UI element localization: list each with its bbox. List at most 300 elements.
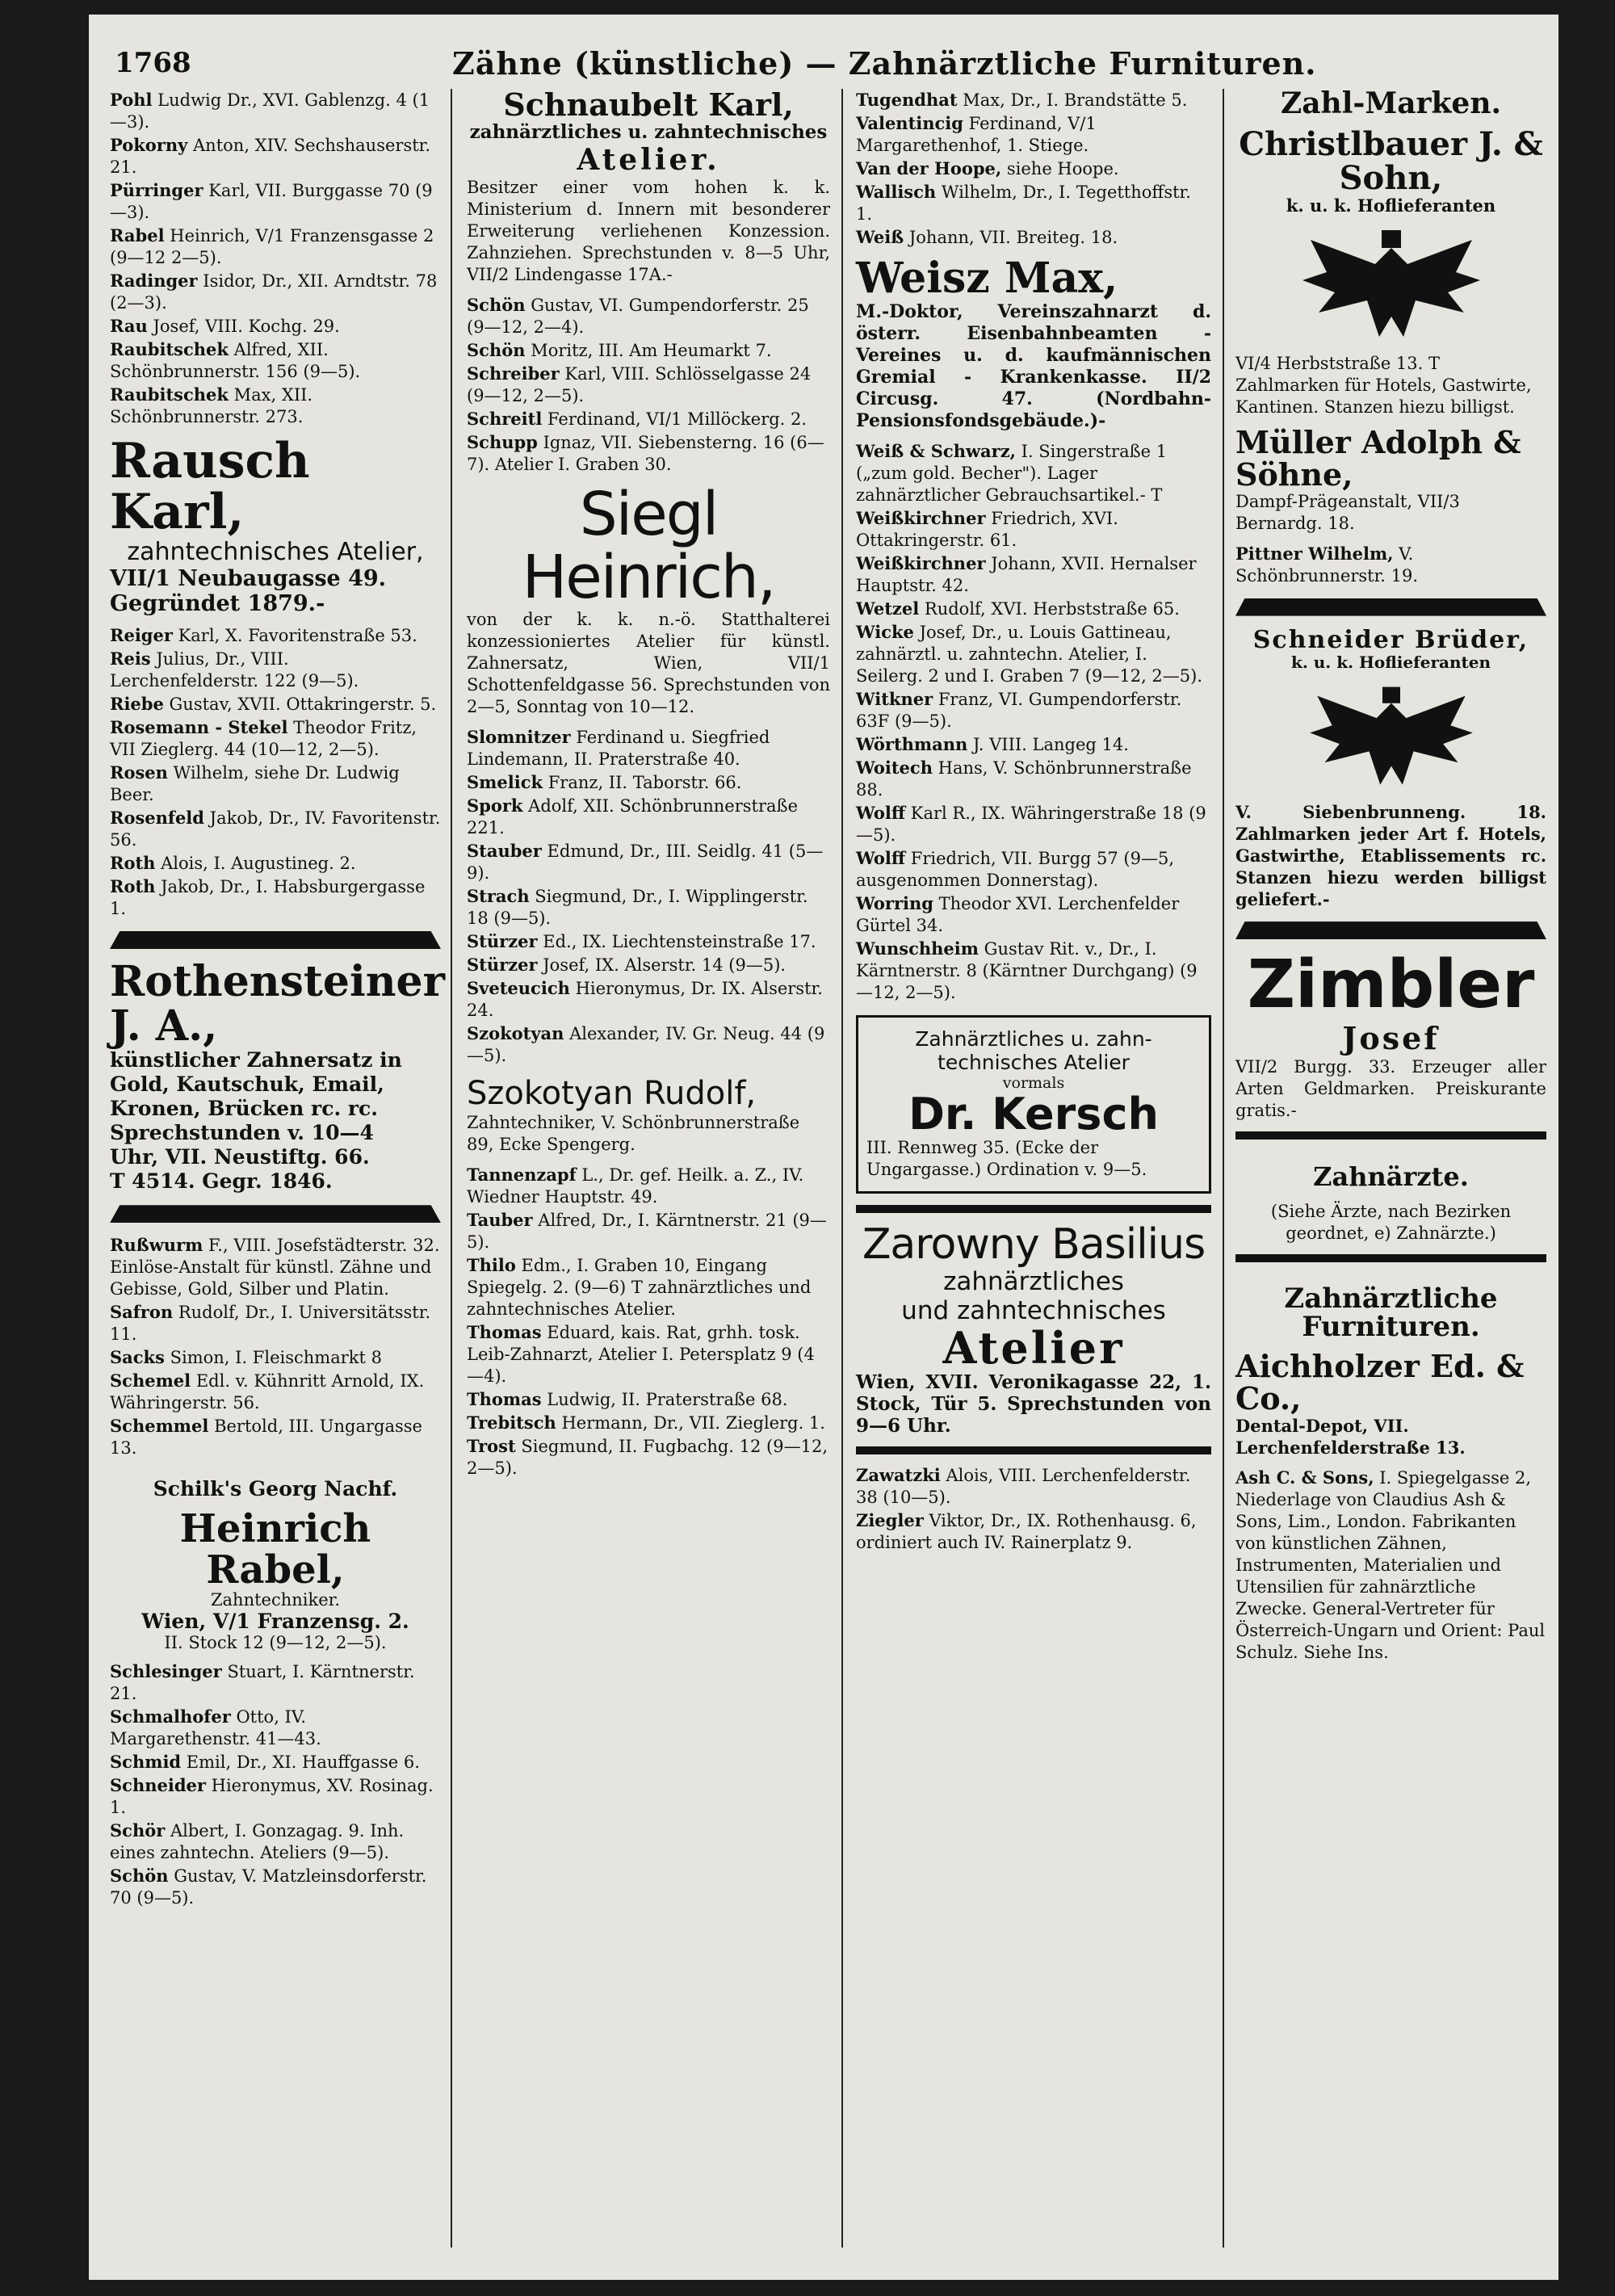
entry-name: Schmalhofer	[110, 1706, 231, 1727]
ad-name: Dr. Kersch	[908, 1088, 1159, 1140]
directory-entry	[467, 1321, 830, 1387]
entry-text: Alfred, Dr., I. Kärntnerstr. 21 (9—5).	[467, 1211, 827, 1253]
ad-line: zahntechnisches Atelier,	[127, 538, 424, 566]
entry-text: Heinrich, V/1 Franzensgasse 2 (9—12 2—5).	[110, 226, 434, 267]
entry-name: Stürzer	[467, 931, 538, 952]
entry-list	[856, 89, 1211, 249]
directory-entry	[856, 892, 1211, 937]
divider-bar	[110, 931, 441, 949]
entry-name: Rosenfeld	[110, 808, 204, 828]
entry-text: Gustav, VI. Gumpendorferstr. 25 (9—12, 2—4).	[467, 295, 809, 337]
directory-entry	[856, 181, 1211, 225]
ad-rausch	[110, 433, 441, 616]
entry-text: Alexander, IV. Gr. Neug. 44 (9—5).	[467, 1024, 825, 1066]
entry-text: J. VIII. Langeg 14.	[972, 734, 1129, 754]
directory-entry	[110, 762, 441, 806]
entry-text: Siegmund, Dr., I. Wipplingerstr. 18 (9—5).	[467, 887, 808, 929]
entry-name: Woitech	[856, 757, 933, 778]
entry-name: Raubitschek	[110, 339, 229, 359]
entry-list	[110, 89, 441, 428]
ad-body: von der k. k. n.-ö. Statthalterei konzessioniertes Atelier für künstl. Zahnersatz, Wien, VII/1 Schottenfeldgasse 56. Sprechstunden von 2—5, Sonntag von 10—12.	[467, 610, 830, 717]
entry-text: Karl, VII. Burggasse 70 (9—3).	[110, 181, 433, 222]
entry-name: Smelick	[467, 772, 543, 793]
entry-text: Theodor XVI. Lerchenfelder Gürtel 34.	[856, 893, 1180, 935]
entry-text: Hieronymus, Dr. IX. Alserstr. 24.	[467, 979, 823, 1021]
directory-entry	[467, 840, 830, 884]
entry-name: Schön	[467, 294, 526, 315]
column-rule	[1223, 89, 1224, 2248]
ad-body: VI/4 Herbststraße 13. T Zahlmarken für Hotels, Gastwirte, Kantinen. Stanzen hiezu billigst.	[1235, 353, 1532, 417]
column-rule	[451, 89, 452, 2248]
entry-name: Slomnitzer	[467, 727, 571, 748]
ad-name: Rausch Karl,	[110, 433, 310, 540]
directory-entry	[110, 1346, 441, 1369]
ad-body: Besitzer einer vom hohen k. k. Ministerium d. Innern mit besonderer Erweiterung verliehenen Konzession. Zahnziehen. Sprechstunden v. 8—5 Uhr, VII/2 Lindengasse 17A.-	[467, 177, 830, 284]
entry-name: Schlesinger	[110, 1660, 222, 1681]
entry-name: Schön	[110, 1865, 169, 1886]
ad-line: Zahntechniker.	[210, 1589, 341, 1610]
ad-rothensteiner	[110, 957, 446, 1194]
directory-entry	[110, 648, 441, 692]
divider-bar	[1235, 598, 1546, 616]
directory-entry	[856, 1509, 1211, 1554]
ad-mueller	[1235, 423, 1546, 535]
ad-zarowny	[856, 1220, 1211, 1437]
section-heading: Zahl-Marken.	[1280, 86, 1502, 120]
double-eagle-emblem-icon	[1294, 224, 1488, 345]
directory-entry	[856, 802, 1211, 846]
section-heading: Zahnärztliche Furnituren.	[1284, 1282, 1498, 1344]
ad-line: technisches Atelier	[938, 1050, 1130, 1074]
entry-text: Max, XII. Schönbrunnerstr. 273.	[110, 385, 313, 426]
entry-text: Viktor, Dr., IX. Rothenhausg. 6, ordiniert auch IV. Rainerplatz 9.	[856, 1510, 1197, 1552]
entry-text: Eduard, kais. Rat, grhh. tosk. Leib-Zahnarzt, Atelier I. Petersplatz 9 (4—4).	[467, 1323, 815, 1387]
entry-text: Hans, V. Schönbrunnerstraße 88.	[856, 758, 1192, 800]
entry-text: Max, Dr., I. Brandstätte 5.	[963, 90, 1188, 110]
entry-name: Pittner Wilhelm,	[1235, 543, 1394, 564]
entry-name: Roth	[110, 853, 156, 873]
directory-entry	[110, 315, 441, 338]
entry-name: Roth	[110, 876, 156, 896]
directory-entry	[467, 885, 830, 930]
page-sheet	[89, 15, 1558, 2280]
ad-kersch	[856, 1015, 1211, 1194]
entry-text: Josef, IX. Alserstr. 14 (9—5).	[543, 955, 787, 976]
entry-name: Pohl	[110, 90, 153, 110]
entry-name: Schemmel	[110, 1416, 209, 1437]
entry-text: Julius, Dr., VIII. Lerchenfelderstr. 122 (9—5).	[110, 649, 359, 690]
directory-entry	[856, 552, 1211, 597]
ad-line: künstlicher Zahnersatz in	[110, 1048, 402, 1072]
entry-text: siehe Hoope.	[1006, 159, 1119, 178]
column-rule	[841, 89, 843, 2248]
directory-entry	[467, 954, 830, 976]
entry-text: V. Schönbrunnerstr. 19.	[1235, 544, 1419, 586]
directory-entry	[856, 733, 1211, 756]
directory-entry	[110, 225, 441, 269]
ad-body: Zahntechniker, V. Schönbrunnerstraße 89, Ecke Spengerg.	[467, 1113, 800, 1155]
entry-name: Pürringer	[110, 180, 203, 200]
entry-name: Schreiber	[467, 363, 560, 384]
entry-name: Wörthmann	[856, 733, 968, 754]
directory-entry	[110, 875, 441, 920]
ad-line: VII/1 Neubaugasse 49.	[110, 566, 387, 591]
ad-line: II. Stock 12 (9—12, 2—5).	[164, 1632, 387, 1652]
entry-name: Safron	[110, 1302, 174, 1323]
directory-entry	[467, 339, 830, 362]
column-4	[1235, 86, 1546, 2248]
entry-text: Friedrich, XVI. Ottakringerstr. 61.	[856, 508, 1118, 550]
entry-name: Trost	[467, 1436, 516, 1457]
entry-text: Jakob, Dr., IV. Favoritenstr. 56.	[110, 808, 441, 850]
ad-line: k. u. k. Hoflieferanten	[1286, 195, 1496, 216]
ad-body: V. Siebenbrunneng. 18. Zahlmarken jeder Art f. Hotels, Gastwirthe, Etablissements rc. Stanzen hiezu werden billigst geliefert.-	[1235, 802, 1546, 910]
page-number: 1768	[115, 47, 191, 79]
double-eagle-emblem-icon	[1302, 680, 1480, 793]
directory-entry	[856, 598, 1211, 620]
ad-schnaubelt	[467, 86, 830, 286]
entry-name: Stürzer	[467, 955, 538, 976]
ad-body: VII/2 Burgg. 33. Erzeuger aller Arten Geldmarken. Preiskurante gratis.-	[1235, 1057, 1546, 1121]
ad-name: Zimbler	[1247, 947, 1535, 1024]
entry-ash	[1235, 1467, 1546, 1664]
directory-entry	[467, 795, 830, 839]
ad-schneider	[1235, 625, 1546, 911]
entry-name: Tugendhat	[856, 90, 958, 110]
divider-bar	[856, 1205, 1211, 1213]
ad-line: zahnärztliches	[943, 1266, 1124, 1296]
entry-text: Hermann, Dr., VII. Zieglerg. 1.	[561, 1413, 825, 1433]
directory-entry	[110, 1774, 441, 1819]
directory-entry	[110, 624, 441, 647]
ad-name: Aichholzer Ed. & Co.,	[1235, 1348, 1525, 1417]
entry-name: Zawatzki	[856, 1464, 941, 1485]
entry-text: Edmund, Dr., III. Seidlg. 41 (5—9).	[467, 842, 824, 884]
entry-list	[110, 1234, 441, 1459]
entry-list	[467, 1164, 830, 1480]
entry-name: Thilo	[467, 1255, 516, 1276]
entry-name: Raubitschek	[110, 384, 229, 405]
entry-text: Wilhelm, siehe Dr. Ludwig Beer.	[110, 763, 400, 804]
column-2	[467, 86, 830, 2248]
entry-text: I. Singerstraße 1 („zum gold. Becher"). Lager zahnärztlicher Gebrauchsartikel.- T	[856, 441, 1168, 505]
ad-name: Szokotyan Rudolf,	[467, 1075, 757, 1113]
entry-name: Trebitsch	[467, 1412, 556, 1433]
entry-text: Gustav, XVII. Ottakringerstr. 5.	[169, 695, 437, 714]
entry-text: Franz, II. Taborstr. 66.	[547, 773, 742, 793]
ad-christlbauer	[1235, 124, 1546, 418]
directory-entry	[856, 847, 1211, 892]
entry-name: Schupp	[467, 431, 538, 452]
directory-entry	[467, 1022, 830, 1067]
directory-entry	[110, 1301, 441, 1345]
ad-line: zahnärztliches u. zahntechnisches	[469, 120, 828, 143]
ad-name: Müller Adolph & Söhne,	[1235, 423, 1521, 493]
entry-list	[856, 1464, 1211, 1554]
entry-text: Anton, XIV. Sechshauserstr. 21.	[110, 136, 431, 177]
divider-bar	[1235, 1254, 1546, 1262]
directory-entry	[467, 930, 830, 953]
entry-text: Ludwig Dr., XVI. Gablenzg. 4 (1—3).	[110, 90, 430, 132]
directory-entry	[856, 440, 1211, 506]
ad-line: Wien, V/1 Franzensg. 2.	[141, 1609, 409, 1633]
entry-list	[110, 1660, 441, 1909]
ad-line: Gegründet 1879.-	[110, 591, 325, 616]
entry-text: Friedrich, VII. Burgg 57 (9—5, ausgenommen Donnerstag).	[856, 848, 1175, 890]
entry-name: Ziegler	[856, 1509, 924, 1530]
directory-entry	[110, 1820, 441, 1864]
entry-text: Alfred, XII. Schönbrunnerstr. 156 (9—5).	[110, 340, 361, 381]
entry-text: Josef, VIII. Kochg. 29.	[153, 317, 340, 336]
entry-list	[856, 440, 1211, 1004]
directory-entry	[856, 621, 1211, 687]
entry-text: Ferdinand, VI/1 Millöckerg. 2.	[547, 409, 808, 429]
directory-entry	[110, 1865, 441, 1909]
ad-line: k. u. k. Hoflieferanten	[1290, 653, 1491, 673]
ad-body: III. Rennweg 35. (Ecke der Ungargasse.) Ordination v. 9—5.	[866, 1138, 1147, 1180]
entry-text: Karl, VIII. Schlösselgasse 24 (9—12, 2—5).	[467, 363, 812, 405]
ad-zimbler	[1235, 947, 1546, 1122]
entry-text: Albert, I. Gonzagag. 9. Inh. eines zahntechn. Ateliers (9—5).	[110, 1820, 405, 1862]
entry-name: Szokotyan	[467, 1023, 564, 1044]
entry-text: Bertold, III. Ungargasse 13.	[110, 1417, 422, 1459]
entry-name: Weißkirchner	[856, 552, 986, 573]
divider-bar	[110, 1205, 441, 1223]
divider-bar	[856, 1446, 1211, 1454]
entry-name: Radinger	[110, 271, 198, 291]
entry-text: Edl. v. Kühnritt Arnold, IX. Währingerstr. 56.	[110, 1371, 425, 1413]
ad-aichholzer	[1235, 1350, 1546, 1459]
entry-name: Wolff	[856, 847, 906, 868]
directory-entry	[856, 226, 1211, 249]
entry-name: Wallisch	[856, 182, 937, 202]
directory-entry	[110, 716, 441, 761]
entry-text: Franz, VI. Gumpendorferstr. 63F (9—5).	[856, 689, 1182, 731]
ad-name: Schnaubelt Karl,	[503, 86, 794, 123]
ad-body: Dental-Depot, VII. Lerchenfelderstraße 13.	[1235, 1415, 1466, 1458]
entry-name: Riebe	[110, 694, 164, 714]
entry-text: Edm., I. Graben 10, Eingang Spiegelg. 2. (9—6) T zahnärztliches und zahntechnisches Atelier.	[467, 1256, 812, 1320]
entry-text: F., VIII. Josefstädterstr. 32. Einlöse-Anstalt für künstl. Zähne und Gebisse, Gold, Silber und Platin.	[110, 1236, 440, 1299]
entry-name: Valentincig	[856, 113, 963, 133]
entry-name: Weiß	[856, 227, 904, 247]
entry-name: Schneider	[110, 1774, 206, 1795]
entry-text: Ignaz, VII. Siebensterng. 16 (6—7). Atelier I. Graben 30.	[467, 432, 824, 474]
ad-line: vormals	[1002, 1073, 1065, 1092]
ad-name: Rothensteiner J. A.,	[110, 957, 446, 1051]
directory-entry	[110, 1751, 441, 1773]
entry-name: Stauber	[467, 841, 542, 862]
ad-line: und zahntechnisches	[901, 1295, 1166, 1325]
entry-pittner	[1235, 543, 1546, 587]
directory-entry	[110, 338, 441, 383]
see-note: (Siehe Ärzte, nach Bezirken geordnet, e) Zahnärzte.)	[1270, 1201, 1512, 1243]
entry-name: Schemel	[110, 1370, 191, 1391]
entry-name: Wunschheim	[856, 938, 979, 959]
ad-lines	[110, 1048, 441, 1194]
entry-text: Alois, I. Augustineg. 2.	[161, 854, 356, 873]
directory-entry	[467, 431, 830, 476]
ad-name: Heinrich Rabel,	[179, 1506, 371, 1593]
entry-text: Isidor, Dr., XII. Arndtstr. 78 (2—3).	[110, 271, 438, 313]
directory-entry	[467, 1388, 830, 1411]
entry-text: L., Dr. gef. Heilk. a. Z., IV. Wiedner Hauptstr. 49.	[467, 1165, 804, 1207]
entry-name: Witkner	[856, 688, 933, 709]
entry-name: Tauber	[467, 1210, 533, 1231]
entry-text: Ferdinand u. Siegfried Lindemann, II. Praterstraße 40.	[467, 728, 770, 770]
directory-entry	[110, 807, 441, 851]
ad-name: Siegl Heinrich,	[522, 479, 775, 612]
divider-bar	[1235, 921, 1546, 939]
entry-text: Simon, I. Fleischmarkt 8	[170, 1348, 382, 1368]
entry-text: Rudolf, XVI. Herbststraße 65.	[924, 598, 1180, 619]
entry-name: Schön	[467, 339, 526, 360]
entry-list	[467, 294, 830, 476]
directory-entry	[467, 408, 830, 430]
entry-text: Theodor Fritz, VII Zieglerg. 44 (10—12, 2—5).	[110, 718, 417, 759]
section-heading: Zahnärzte.	[1313, 1161, 1469, 1193]
entry-name: Reiger	[110, 625, 173, 645]
entry-name: Strach	[467, 886, 530, 907]
directory-entry	[110, 1706, 441, 1750]
ad-weisz	[856, 254, 1211, 432]
entry-list	[467, 726, 830, 1067]
entry-list	[110, 624, 441, 920]
entry-name: Worring	[856, 892, 933, 913]
ad-schilk: Schilk's Georg Nachf.	[153, 1477, 398, 1501]
entry-name: Spork	[467, 795, 523, 816]
ad-line: Atelier.	[577, 142, 720, 177]
entry-name: Schmid	[110, 1751, 182, 1772]
ad-rabel	[110, 1506, 441, 1652]
entry-name: Ash C. & Sons,	[1235, 1467, 1374, 1488]
directory-entry	[467, 977, 830, 1022]
directory-entry	[110, 1370, 441, 1414]
ad-line: T 4514. Gegr. 1846.	[110, 1169, 333, 1194]
ad-line: Kronen, Brücken rc. rc.	[110, 1097, 378, 1121]
directory-entry	[467, 1254, 830, 1320]
ad-line: Atelier	[942, 1321, 1125, 1374]
entry-name: Thomas	[467, 1322, 542, 1343]
column-1	[110, 89, 446, 2248]
ad-line: Josef	[1342, 1020, 1440, 1057]
page-header	[89, 32, 1558, 89]
directory-entry	[467, 1435, 830, 1480]
directory-entry	[110, 1415, 441, 1459]
ad-name: Zarowny Basilius	[862, 1220, 1206, 1270]
entry-text: I. Spiegelgasse 2, Niederlage von Claudius Ash & Sons, Lim., London. Fabrikanten von künstlichen Zähnen, Instrumenten, Materialien und Utensilien für zahnärztliche Zwecke. General-Vertreter für Österreich-Ungarn und Orient: Paul Schulz. Siehe Ins.	[1235, 1467, 1546, 1662]
entry-text: Alois, VIII. Lerchenfelderstr. 38 (10—5).	[856, 1465, 1191, 1507]
directory-entry	[110, 89, 441, 133]
ad-name: Schneider Brüder,	[1252, 625, 1529, 654]
directory-entry	[856, 1464, 1211, 1509]
entry-text: Emil, Dr., XI. Hauffgasse 6.	[186, 1752, 420, 1772]
entry-text: Johann, XVII. Hernalser Hauptstr. 42.	[856, 553, 1197, 595]
directory-entry	[856, 89, 1211, 111]
entry-name: Thomas	[467, 1389, 542, 1410]
directory-entry	[856, 507, 1211, 552]
entry-text: Karl, X. Favoritenstraße 53.	[178, 626, 417, 645]
entry-text: Josef, Dr., u. Louis Gattineau, zahnärztl. u. zahntechn. Atelier, I. Seilerg. 2 und I. Graben 7 (9—12, 2—5).	[856, 622, 1203, 686]
entry-text: Stuart, I. Kärntnerstr. 21.	[110, 1661, 415, 1703]
entry-name: Sacks	[110, 1347, 165, 1368]
page-title: Zähne (künstliche) — Zahnärztliche Furnituren.	[452, 45, 1317, 82]
directory-entry	[467, 726, 830, 770]
directory-entry	[467, 294, 830, 338]
entry-name: Schreitl	[467, 408, 543, 429]
entry-text: Otto, IV. Margarethenstr. 41—43.	[110, 1706, 321, 1748]
directory-entry	[856, 157, 1211, 180]
directory-entry	[110, 270, 441, 314]
entry-name: Weißkirchner	[856, 507, 986, 528]
entry-name: Rußwurm	[110, 1235, 203, 1256]
entry-name: Reis	[110, 649, 151, 669]
directory-entry	[467, 363, 830, 407]
directory-entry	[110, 384, 441, 428]
entry-text: Moritz, III. Am Heumarkt 7.	[531, 340, 772, 360]
ad-line: Zahnärztliches u. zahn-	[915, 1026, 1152, 1051]
ad-body: Wien, XVII. Veronikagasse 22, 1. Stock, Tür 5. Sprechstunden von 9—6 Uhr.	[856, 1370, 1211, 1437]
ad-body: M.-Doktor, Vereinszahnarzt d. österr. Eisenbahnbeamten - Vereines u. d. kaufmännischen Gremial - Krankenkasse. II/2 Circusg. 47. (Nordbahn-Pensionsfondsgebäude.)-	[856, 300, 1211, 431]
directory-entry	[467, 1412, 830, 1434]
ad-name: Weisz Max,	[856, 254, 1118, 303]
entry-text: Karl R., IX. Währingerstraße 18 (9—5).	[856, 803, 1206, 845]
ad-line: Uhr, VII. Neustiftg. 66.	[110, 1145, 370, 1169]
directory-entry	[110, 852, 441, 875]
directory-entry	[856, 112, 1211, 157]
entry-name: Tannenzapf	[467, 1165, 577, 1186]
entry-text: Rudolf, Dr., I. Universitätsstr. 11.	[110, 1303, 431, 1345]
directory-entry	[467, 1164, 830, 1208]
entry-text: Wilhelm, Dr., I. Tegetthoffstr. 1.	[856, 183, 1191, 224]
column-3	[856, 89, 1211, 2248]
entry-name: Rau	[110, 316, 148, 336]
entry-text: Jakob, Dr., I. Habsburgergasse 1.	[110, 877, 426, 918]
directory-entry	[110, 693, 441, 716]
entry-name: Wolff	[856, 802, 906, 823]
directory-entry	[856, 688, 1211, 732]
entry-text: Adolf, XII. Schönbrunnerstraße 221.	[467, 796, 798, 838]
ad-line: Gold, Kautschuk, Email,	[110, 1072, 384, 1097]
directory-entry	[110, 1660, 441, 1705]
entry-name: Pokorny	[110, 135, 188, 155]
ad-szokotyan	[467, 1075, 830, 1156]
directory-entry	[110, 179, 441, 224]
entry-name: Weiß & Schwarz,	[856, 440, 1016, 461]
entry-text: Hieronymus, XV. Rosinag. 1.	[110, 1775, 434, 1817]
ad-siegl	[467, 479, 830, 718]
directory-entry	[110, 1234, 441, 1300]
ad-body: Dampf-Prägeanstalt, VII/3 Bernardg. 18.	[1235, 491, 1460, 533]
ad-name: Christlbauer J. & Sohn,	[1239, 124, 1543, 197]
directory-entry	[856, 757, 1211, 801]
entry-name: Rabel	[110, 225, 165, 246]
entry-text: Gustav Rit. v., Dr., I. Kärntnerstr. 8 (Kärntner Durchgang) (9—12, 2—5).	[856, 938, 1198, 1002]
directory-entry	[856, 938, 1211, 1004]
entry-name: Van der Hoope,	[856, 158, 1002, 178]
entry-text: Gustav, V. Matzleinsdorferstr. 70 (9—5).	[110, 1866, 427, 1908]
directory-entry	[467, 771, 830, 794]
entry-name: Rosemann - Stekel	[110, 717, 288, 737]
divider-bar	[1235, 1131, 1546, 1140]
entry-text: Ludwig, II. Praterstraße 68.	[547, 1390, 788, 1410]
entry-text: Ed., IX. Liechtensteinstraße 17.	[543, 932, 816, 952]
entry-name: Wetzel	[856, 598, 920, 619]
entry-text: Johann, VII. Breiteg. 18.	[908, 228, 1118, 247]
entry-name: Wicke	[856, 621, 914, 642]
entry-name: Sveteucich	[467, 978, 570, 999]
directory-entry	[110, 134, 441, 178]
